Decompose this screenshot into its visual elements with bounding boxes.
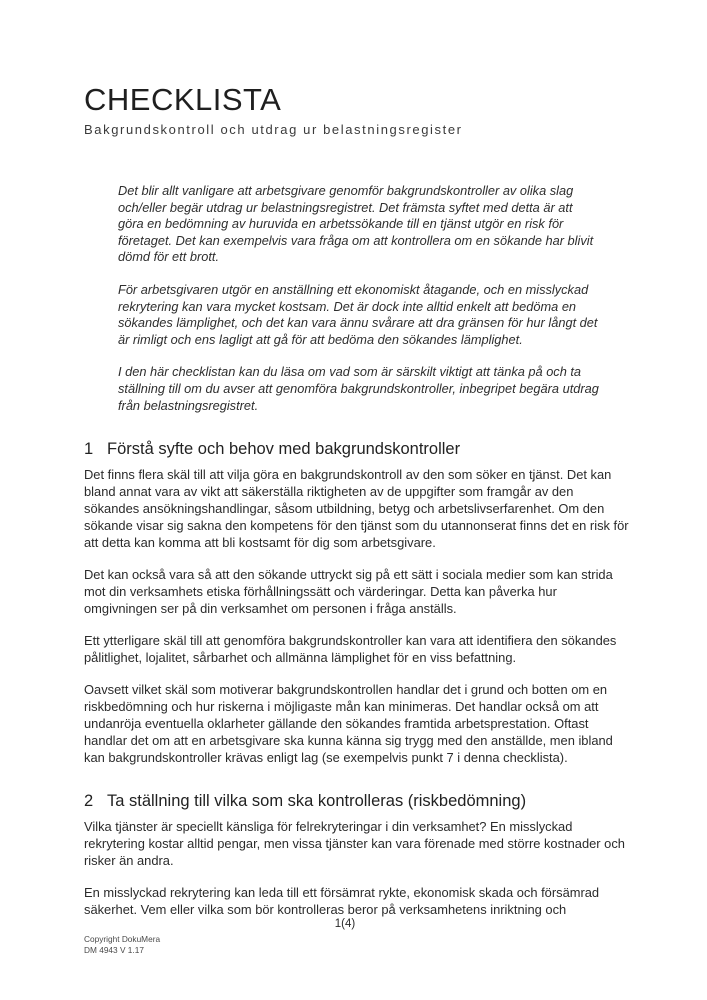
intro-block: [118, 183, 600, 414]
section-2-paragraph-2: En misslyckad rekrytering kan leda till ett försämrat rykte, ekonomisk skada och försämrad säkerhet. Vem eller vilka som bör kontrolleras beror på verksamhetens inriktning och: [84, 885, 600, 918]
section-1-number: 1: [84, 440, 94, 459]
page-number: 1(4): [334, 918, 356, 930]
section-1-paragraph-4: Oavsett vilket skäl som motiverar bakgrundskontrollen handlar det i grund och botten om en riskbedömning och hur riskerna i möjligaste mån kan minimeras. Det handlar också om att undanröja eventuella oklarheter gällande den sökandes framtida arbetsprestation. Oftast handlar det om att en arbetsgivare ska kunna känna sig trygg med den anställde, men ibland kan bakgrundskontroller krävas enligt lag (se exempelvis punkt 7 i denna checklista).: [84, 682, 613, 766]
intro-paragraph-3: I den här checklistan kan du läsa om vad som är särskilt viktigt att tänka på och ta ställning till om du avser att genomföra bakgrundskontroller, inbegripet begära utdrag från belastningsregistret.: [118, 364, 599, 413]
section-2-number: 2: [84, 792, 94, 811]
section-1-heading: [84, 440, 630, 459]
section-2: [84, 792, 630, 918]
section-1-paragraph-3: Ett ytterligare skäl till att genomföra bakgrundskontroller kan vara att identifiera den sökandes pålitlighet, lojalitet, sårbarhet och allmänna lämplighet för en viss befattning.: [84, 633, 617, 666]
section-1-paragraph-1: Det finns flera skäl till att vilja göra en bakgrundskontroll av den som söker en tjänst. Det kan bland annat vara av vikt att säkerställa riktigheten av de uppgifter som framgår av den sökandes ansökningshandlingar, såsom utbildning, betyg och arbetslivserfarenhet. Om den sökande visar sig sakna den kompetens för den tjänst som du utannonserat finns det en risk för att detta kan komma att bli kostsamt för dig som arbetsgivare.: [84, 467, 629, 551]
section-1: [84, 440, 630, 766]
copyright-block: [84, 934, 160, 956]
section-2-heading: [84, 792, 630, 811]
document-subtitle: Bakgrundskontroll och utdrag ur belastningsregister: [84, 122, 463, 138]
intro-paragraph-2: För arbetsgivaren utgör en anställning ett ekonomiskt åtagande, och en misslyckad rekrytering kan vara mycket kostsam. Det är dock inte alltid enkelt att bedöma en sökandes lämplighet, och det kan vara ännu svårare att dra gränsen för hur långt det är rimligt och ens lagligt att gå för att bedöma den sökandes lämplighet.: [118, 282, 598, 347]
section-1-paragraph-2: Det kan också vara så att den sökande uttryckt sig på ett sätt i sociala medier som kan strida mot din verksamhets etiska förhållningssätt och värderingar. Detta kan påverka hur omgivningen ser på din verksamhet om personen i fråga anställs.: [84, 567, 613, 617]
section-2-paragraph-1: Vilka tjänster är speciellt känsliga för felrekryteringar i din verksamhet? En misslyckad rekrytering kostar alltid pengar, men vissa tjänster kan vara förenade med större kostnader och risker än andra.: [84, 819, 625, 869]
copyright-line-1: Copyright DokuMera: [84, 934, 161, 944]
section-1-heading-text: Förstå syfte och behov med bakgrundskontroller: [107, 440, 461, 459]
copyright-line-2: DM 4943 V 1.17: [84, 945, 144, 955]
intro-paragraph-1: Det blir allt vanligare att arbetsgivare genomför bakgrundskontroller av olika slag och/eller begär utdrag ur belastningsregistret. Det främsta syftet med detta är att göra en bedömning av huruvida en arbetssökande till en tjänst utgör en risk för företaget. Det kan exempelvis vara fråga om att kontrollera om en sökande har blivit dömd för ett brott.: [118, 183, 594, 265]
document-title: CHECKLISTA: [84, 82, 282, 117]
section-2-heading-text: Ta ställning till vilka som ska kontrolleras (riskbedömning): [107, 792, 527, 811]
